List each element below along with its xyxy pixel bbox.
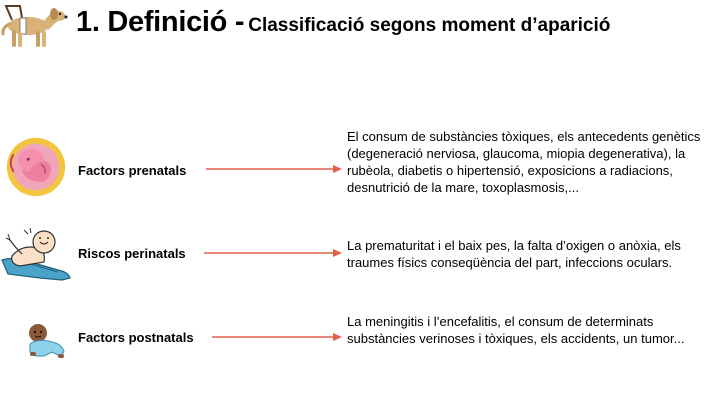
row-label-prenatal: Factors prenatals [78, 163, 187, 178]
row-label-postnatal: Factors postnatals [78, 330, 194, 345]
slide-title [76, 6, 610, 39]
arrow-perinatal [204, 248, 342, 258]
arrow-prenatal [206, 164, 342, 174]
row-label-perinatal: Riscos perinatals [78, 246, 186, 261]
arrow-postnatal [212, 332, 342, 342]
newborn-in-hands-icon [0, 226, 74, 282]
crawling-baby-icon [24, 322, 68, 360]
row-description-postnatal: La meningitis i l’encefalitis, el consum de determinats substàncies verinoses i tòxiques, els accidents, un tumor... [347, 314, 685, 346]
fetus-icon [2, 133, 70, 201]
title-subtitle: Classificació segons moment d’aparició [248, 15, 611, 36]
title-main: 1. Definició - [76, 6, 245, 38]
row-description-prenatal: El consum de substàncies tòxiques, els antecedents genètics (degeneració nerviosa, glaucoma, miopia degenerativa), la rubèola, diabetis o hipertensió, exposicions a radiacions, desnutrició de la mare, toxoplasmosis,... [347, 129, 701, 195]
row-description-perinatal: La prematuritat i el baix pes, la falta d’oxigen o anòxia, els traumes físics conseqüència del part, infeccions oculars. [347, 238, 681, 270]
guide-dog-icon [0, 2, 70, 50]
